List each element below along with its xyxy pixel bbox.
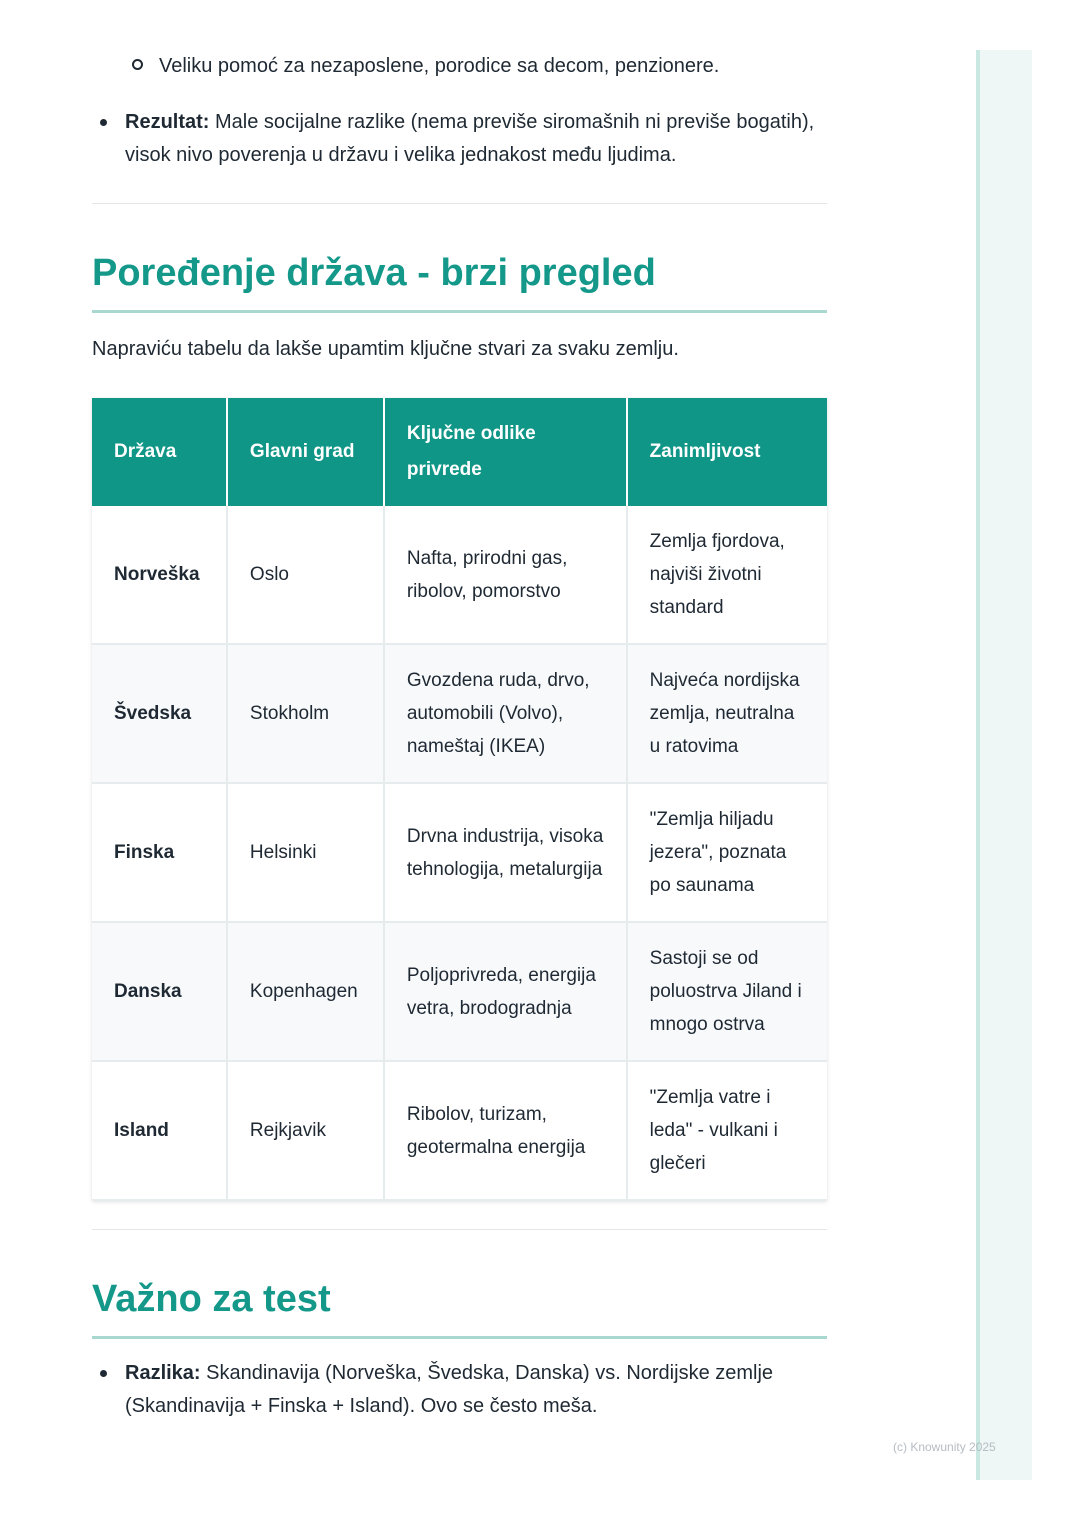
table-row	[92, 506, 827, 644]
header-fact: Zanimljivost	[627, 398, 827, 506]
difference-text	[100, 1357, 820, 1423]
divider	[92, 1229, 827, 1230]
cell-economy: Nafta, prirodni gas, ribolov, pomorstvo	[384, 506, 627, 644]
cell-country: Norveška	[92, 506, 227, 644]
cell-capital: Oslo	[227, 506, 384, 644]
difference-list-item	[100, 1357, 820, 1423]
cell-fact: Zemlja fjordova, najviši životni standard	[627, 506, 827, 644]
cell-country: Švedska	[92, 644, 227, 783]
cell-fact: "Zemlja hiljadu jezera", poznata po saunama	[627, 783, 827, 922]
cell-fact: "Zemlja vatre i leda" - vulkani i glečeri	[627, 1061, 827, 1200]
difference-body: Skandinavija (Norveška, Švedska, Danska) vs. Nordijske zemlje (Skandinavija + Finska + Island). Ovo se često meša.	[125, 1362, 774, 1417]
cell-capital: Stokholm	[227, 644, 384, 783]
sub-list-item-text: Veliku pomoć za nezaposlene, porodice sa decom, penzionere.	[159, 55, 720, 77]
intro-paragraph: Napraviću tabelu da lakše upamtim ključne stvari za svaku zemlju.	[92, 338, 679, 360]
result-list-item	[100, 106, 820, 172]
cell-country: Danska	[92, 922, 227, 1061]
bullet-icon	[100, 119, 107, 126]
result-label: Rezultat:	[125, 111, 210, 133]
section-heading-test: Važno za test	[92, 1274, 827, 1339]
countries-table	[92, 398, 827, 1201]
table-header-row	[92, 398, 827, 506]
cell-country: Island	[92, 1061, 227, 1200]
cell-economy: Gvozdena ruda, drvo, automobili (Volvo), nameštaj (IKEA)	[384, 644, 627, 783]
cell-country: Finska	[92, 783, 227, 922]
table-row	[92, 644, 827, 783]
cell-capital: Rejkjavik	[227, 1061, 384, 1200]
header-country: Država	[92, 398, 227, 506]
difference-label: Razlika:	[125, 1362, 201, 1384]
table-row	[92, 783, 827, 922]
table-row	[92, 922, 827, 1061]
result-body: Male socijalne razlike (nema previše siromašnih ni previše bogatih), visok nivo poverenja u državu i velika jednakost među ljudima.	[125, 111, 815, 166]
cell-economy: Ribolov, turizam, geotermalna energija	[384, 1061, 627, 1200]
hollow-bullet-icon	[132, 59, 143, 70]
header-capital: Glavni grad	[227, 398, 384, 506]
cell-fact: Najveća nordijska zemlja, neutralna u ratovima	[627, 644, 827, 783]
cell-economy: Poljoprivreda, energija vetra, brodogradnja	[384, 922, 627, 1061]
sub-list-item	[132, 50, 719, 83]
bullet-icon	[100, 1370, 107, 1377]
cell-capital: Helsinki	[227, 783, 384, 922]
copyright-footer: (c) Knowunity 2025	[893, 1440, 996, 1454]
header-economy: Ključne odlike privrede	[384, 398, 627, 506]
table-row	[92, 1061, 827, 1200]
cell-economy: Drvna industrija, visoka tehnologija, metalurgija	[384, 783, 627, 922]
section-heading-comparison: Poređenje država - brzi pregled	[92, 248, 827, 313]
result-text	[100, 106, 820, 172]
divider	[92, 203, 827, 204]
cell-capital: Kopenhagen	[227, 922, 384, 1061]
cell-fact: Sastoji se od poluostrva Jiland i mnogo ostrva	[627, 922, 827, 1061]
right-margin-panel	[976, 50, 1032, 1480]
